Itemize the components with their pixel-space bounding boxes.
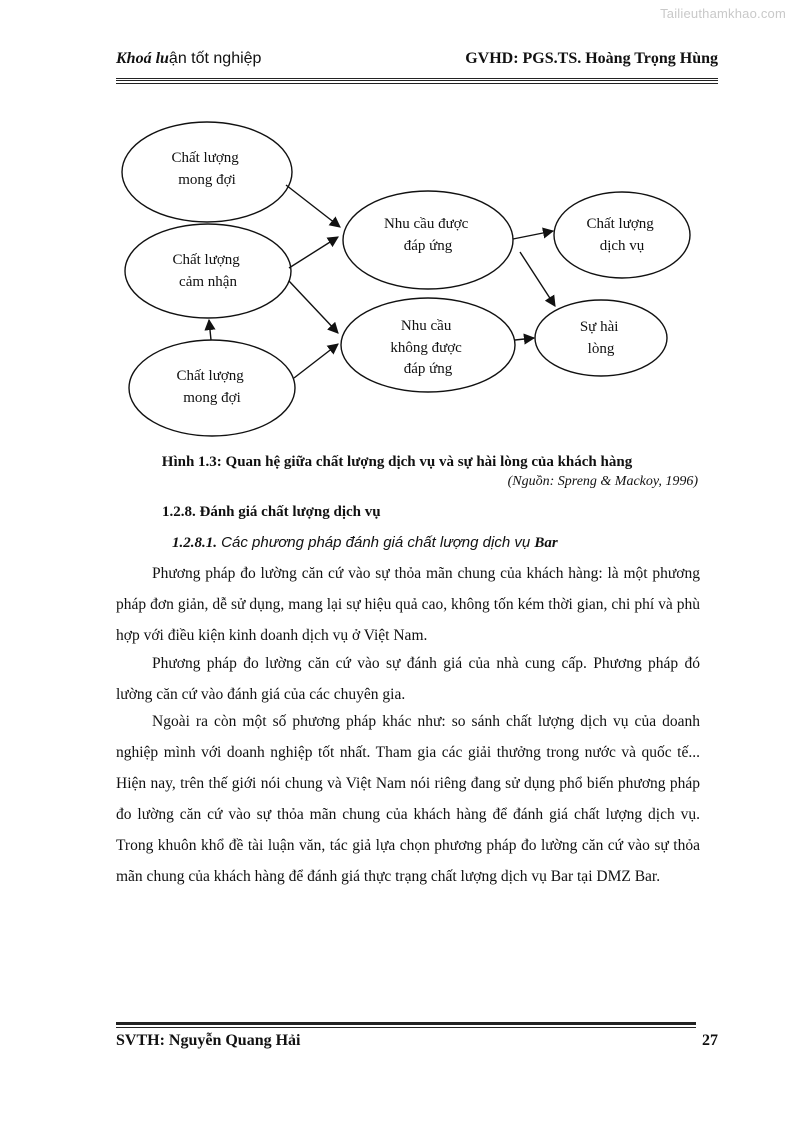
arrow-mongdoi2-to-khong xyxy=(294,344,338,378)
node-cam-nhan-label: Chất lượng cảm nhận xyxy=(172,252,240,290)
node-khong-dap-ung-label: Nhu cầu không được đáp ứng xyxy=(390,318,462,377)
node-cam-nhan-shape xyxy=(125,224,291,318)
subsection-bar: Bar xyxy=(534,535,558,551)
node-mong-doi-2-label: Chất lượng mong đợi xyxy=(176,368,244,406)
header-right: GVHD: PGS.TS. Hoàng Trọng Hùng xyxy=(465,50,718,67)
arrow-mongdoi2-to-camnhan xyxy=(209,320,211,340)
arrow-camnhan-to-khong xyxy=(289,281,338,333)
footer-rule-thin xyxy=(116,1027,696,1028)
node-chat-luong-dv-label: Chất lượng dịch vụ xyxy=(586,216,654,254)
node-su-hai-long-label: Sự hài lòng xyxy=(579,319,619,357)
arrow-duoc-to-haillong xyxy=(520,252,555,306)
figure-source: (Nguồn: Spreng & Mackoy, 1996) xyxy=(507,474,698,489)
header-left-suffix: ận tốt nghiệp xyxy=(168,50,262,67)
subsection-heading xyxy=(172,534,558,552)
paragraph-2: Phương pháp đo lường căn cứ vào sự đánh giá của nhà cung cấp. Phương pháp đó lường căn cứ vào đánh giá của các chuyên gia. xyxy=(116,655,700,703)
arrow-duoc-to-chatluongdv xyxy=(513,231,553,239)
node-su-hai-long-shape xyxy=(535,300,667,376)
node-chat-luong-dv-shape xyxy=(554,192,690,278)
node-mong-doi-2-shape xyxy=(129,340,295,436)
footer-rule xyxy=(116,1022,696,1025)
figure-caption: Hình 1.3: Quan hệ giữa chất lượng dịch vụ và sự hài lòng của khách hàng xyxy=(161,454,633,470)
page-number: 27 xyxy=(702,1032,718,1049)
footer-author: SVTH: Nguyễn Quang Hải xyxy=(116,1032,301,1049)
watermark: Tailieuthamkhao.com xyxy=(660,6,786,21)
paragraph-1: Phương pháp đo lường căn cứ vào sự thỏa mãn chung của khách hàng: là một phương pháp đơn giản, dễ sử dụng, mang lại sự hiệu quả cao, không tốn kém thời gian, chi phí và phù hợp với điều kiện kinh doanh dịch vụ ở Việt Nam. xyxy=(116,565,700,644)
node-duoc-dap-ung-label: Nhu cầu được đáp ứng xyxy=(383,216,469,254)
subsection-number: 1.2.8.1. xyxy=(172,535,217,551)
relationship-diagram xyxy=(0,0,794,450)
arrow-mongdoi1-to-duoc xyxy=(286,185,340,227)
header-left-prefix: Khoá lu xyxy=(116,50,169,67)
section-heading: 1.2.8. Đánh giá chất lượng dịch vụ xyxy=(162,504,381,520)
arrow-khong-to-hailong xyxy=(515,338,534,340)
paragraph-3: Ngoài ra còn một số phương pháp khác như: so sánh chất lượng dịch vụ của doanh nghiệp mình với doanh nghiệp tốt nhất. Tham gia các giải thưởng trong nước và quốc tế... Hiện nay, trên thế giới nói chung và Việt Nam nói riêng đang sử dụng phổ biến phương pháp đo lường căn cứ vào sự thỏa mãn chung của khách hàng để đánh giá chất lượng dịch vụ. Trong khuôn khổ đề tài luận văn, tác giả lựa chọn phương pháp đo lường căn cứ vào sự thỏa mãn chung của khách hàng để đánh giá thực trạng chất lượng dịch vụ Bar tại DMZ Bar. xyxy=(116,713,700,885)
subsection-text: Các phương pháp đánh giá chất lượng dịch vụ xyxy=(217,534,535,551)
arrow-camnhan-to-duoc xyxy=(289,237,338,268)
node-mong-doi-1-label: Chất lượng mong đợi xyxy=(171,150,239,188)
